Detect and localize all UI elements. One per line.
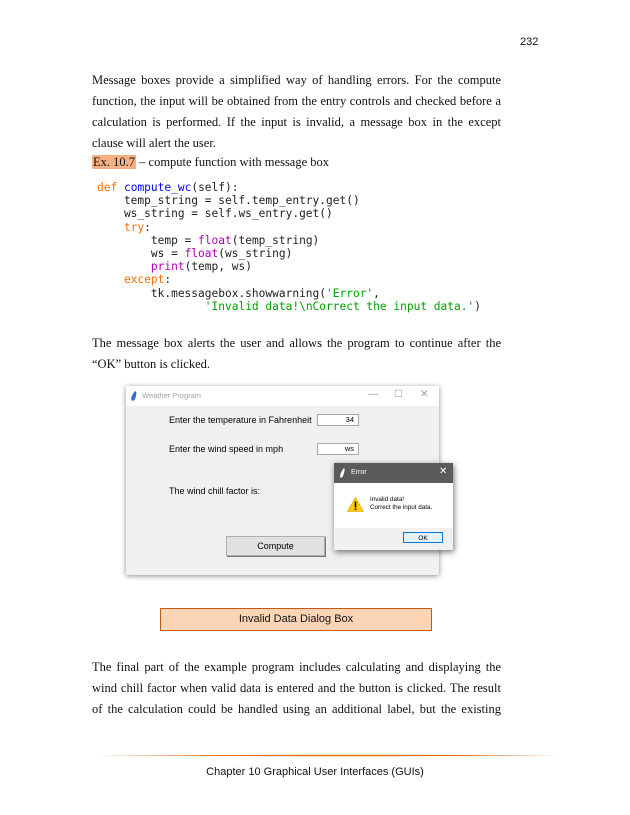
code-listing	[97, 181, 481, 313]
chapter-footer: Chapter 10 Graphical User Interfaces (GUIs)	[206, 766, 424, 778]
builtin: print	[150, 260, 185, 274]
feather-icon	[130, 391, 137, 402]
text-line: “OK” button is clicked.	[92, 357, 211, 371]
code-text: (temp_string)	[231, 233, 320, 247]
close-icon[interactable]: ✕	[420, 389, 429, 400]
maximize-icon[interactable]: ☐	[394, 389, 403, 400]
code-text: tk.messagebox.showwarning(	[97, 286, 327, 300]
code-text: :	[164, 273, 172, 287]
wind-chill-label: The wind chill factor is:	[169, 486, 261, 496]
dialog-content	[334, 483, 453, 528]
code-line: ws_string = self.ws_entry.get()	[97, 207, 333, 221]
code-text: ,	[373, 286, 380, 300]
string-literal: 'Invalid data!\nCorrect the input data.'	[204, 299, 475, 313]
dialog-title: Error	[351, 469, 367, 476]
dialog-titlebar	[334, 463, 453, 483]
text-line: Message boxes provide a simplified way of handling errors. For the compute	[92, 73, 501, 87]
text-line: The message box alerts the user and allows the program to continue after the	[92, 336, 501, 350]
code-line	[97, 181, 481, 194]
wind-speed-label: Enter the wind speed in mph	[169, 444, 284, 454]
compute-button[interactable]: Compute	[226, 536, 325, 556]
code-line	[97, 247, 481, 260]
code-line	[97, 273, 481, 286]
code-text: )	[474, 299, 481, 313]
message-line: Invalid data!	[370, 496, 404, 503]
second-paragraph	[92, 333, 501, 375]
code-text	[97, 300, 205, 313]
intro-paragraph	[92, 70, 501, 154]
example-label: Ex. 10.7	[93, 155, 136, 169]
code-text: (ws_string)	[218, 246, 293, 260]
keyword: def	[97, 181, 118, 194]
figure-caption: Invalid Data Dialog Box	[160, 608, 432, 631]
window-titlebar	[126, 386, 439, 406]
code-line	[97, 260, 481, 273]
error-dialog	[334, 463, 453, 550]
page-number: 232	[520, 36, 539, 48]
function-name: compute_wc	[123, 181, 192, 194]
feather-icon	[339, 468, 345, 478]
temperature-input[interactable]: 34	[317, 414, 359, 426]
text-line: calculation is performed. If the input is invalid, a message box in the except	[92, 115, 501, 129]
code-line	[97, 300, 481, 313]
close-icon[interactable]: ✕	[439, 466, 448, 477]
text-line: clause will alert the user.	[92, 136, 216, 150]
third-paragraph	[92, 657, 501, 720]
minimize-icon[interactable]: —	[368, 389, 378, 400]
code-line	[97, 221, 481, 234]
keyword: except	[123, 273, 165, 287]
code-text: ws =	[97, 246, 185, 260]
window-title: Weather Program	[142, 391, 202, 400]
text-line: The final part of the example program includes calculating and displaying the	[92, 660, 501, 674]
string-literal: 'Error'	[326, 286, 374, 300]
code-text: temp =	[97, 233, 199, 247]
warning-icon	[347, 497, 364, 512]
code-text: (temp, ws)	[184, 260, 252, 274]
footer-rule	[98, 754, 561, 757]
example-caption: – compute function with message box	[136, 155, 330, 169]
dialog-message	[370, 496, 432, 512]
text-line: wind chill factor when valid data is entered and the button is clicked. The result	[92, 681, 501, 695]
example-heading	[92, 155, 329, 170]
builtin: float	[198, 233, 232, 247]
code-text	[97, 260, 151, 273]
message-line: Correct the input data.	[370, 504, 433, 511]
builtin: float	[184, 246, 219, 260]
wind-speed-input[interactable]: ws	[317, 443, 359, 455]
code-line	[97, 287, 481, 300]
temperature-label: Enter the temperature in Fahrenheit	[169, 415, 312, 425]
keyword: try	[123, 220, 145, 234]
ok-button[interactable]: OK	[403, 532, 443, 543]
text-line: function, the input will be obtained from the entry controls and checked before a	[92, 94, 501, 108]
code-text: :	[144, 220, 151, 234]
text-line: of the calculation could be handled using an additional label, but the existing	[92, 702, 501, 716]
code-line	[97, 234, 481, 247]
code-text: (self):	[191, 181, 239, 194]
code-line: temp_string = self.temp_entry.get()	[97, 194, 360, 208]
